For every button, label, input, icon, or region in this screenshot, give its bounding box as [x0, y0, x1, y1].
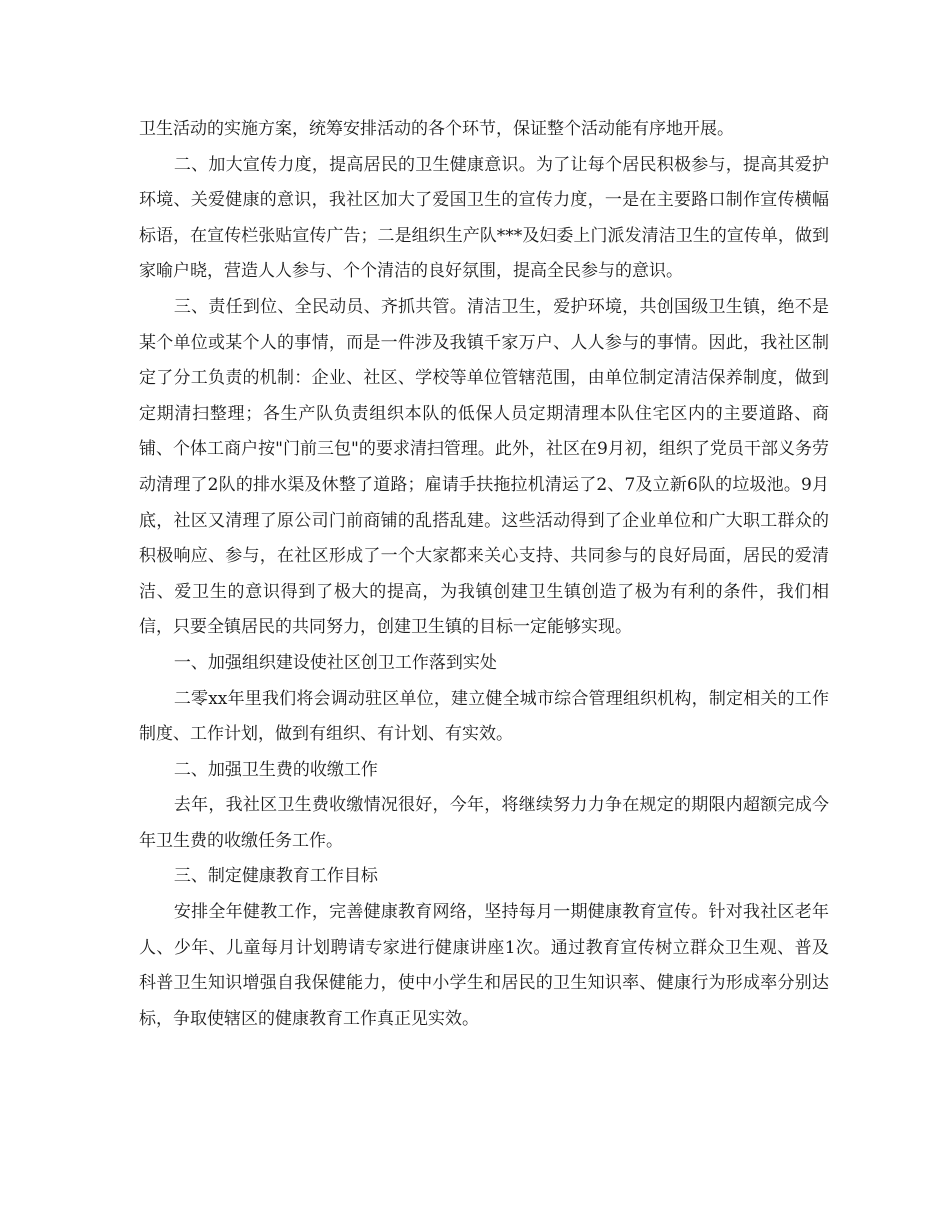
heading-organization: 一、加强组织建设使社区创卫工作落到实处: [173, 652, 497, 673]
paragraph-health-education: 安排全年健教工作，完善健康教育网络，坚持每月一期健康教育宣传。针对我社区老年人、少年、儿童每月计划聘请专家进行健康讲座1次。通过教育宣传树立群众卫生观、普及科普卫生知识增强自我保健能力，使中小学生和居民的卫生知识率、健康行为形成率分别达标，争取使辖区的健康教育工作真正见实效。: [139, 902, 829, 1029]
paragraph-2: 二、加大宣传力度，提高居民的卫生健康意识。为了让每个居民积极参与，提高其爱护环境、关爱健康的意识，我社区加大了爱国卫生的宣传力度，一是在主要路口制作宣传横幅标语，在宣传栏张贴宣传广告；二是组织生产队***及妇委上门派发清洁卫生的宣传单，做到家喻户晓，营造人人参与、个个清洁的良好氛围，提高全民参与的意识。: [139, 154, 829, 282]
heading-sanitation-fee: 二、加强卫生费的收缴工作: [173, 759, 378, 780]
paragraph-3: 三、责任到位、全民动员、齐抓共管。清洁卫生，爱护环境，共创国级卫生镇，绝不是某个单位或某个人的事情，而是一件涉及我镇千家万户、人人参与的事情。因此，我社区制定了分工负责的机制：企业、社区、学校等单位管辖范围，由单位制定清洁保养制度，做到定期清扫整理；各生产队负责组织本队的低保人员定期清理本队住宅区内的主要道路、商铺、个体工商户按"门前三包"的要求清扫管理。此外，社区在9月初，组织了党员干部义务劳动清理了2队的排水渠及休整了道路；雇请手扶拖拉机清运了2、7及立新6队的垃圾池。9月底，社区又清理了原公司门前商铺的乱搭乱建。这些活动得到了企业单位和广大职工群众的积极响应、参与，在社区形成了一个大家都来关心支持、共同参与的良好局面，居民的爱清洁、爱卫生的意识得到了极大的提高，为我镇创建卫生镇创造了极为有利的条件，我们相信，只要全镇居民的共同努力，创建卫生镇的目标一定能够实现。: [139, 296, 829, 638]
heading-health-education: 三、制定健康教育工作目标: [173, 866, 378, 887]
paragraph-sanitation-fee: 去年，我社区卫生费收缴情况很好，今年，将继续努力力争在规定的期限内超额完成今年卫生费的收缴任务工作。: [139, 795, 829, 851]
paragraph-organization: 二零xx年里我们将会调动驻区单位，建立健全城市综合管理组织机构，制定相关的工作制度、工作计划，做到有组织、有计划、有实效。: [139, 688, 829, 745]
document-body: [139, 112, 829, 1037]
paragraph-1: 卫生活动的实施方案，统筹安排活动的各个环节，保证整个活动能有序地开展。: [139, 119, 734, 139]
